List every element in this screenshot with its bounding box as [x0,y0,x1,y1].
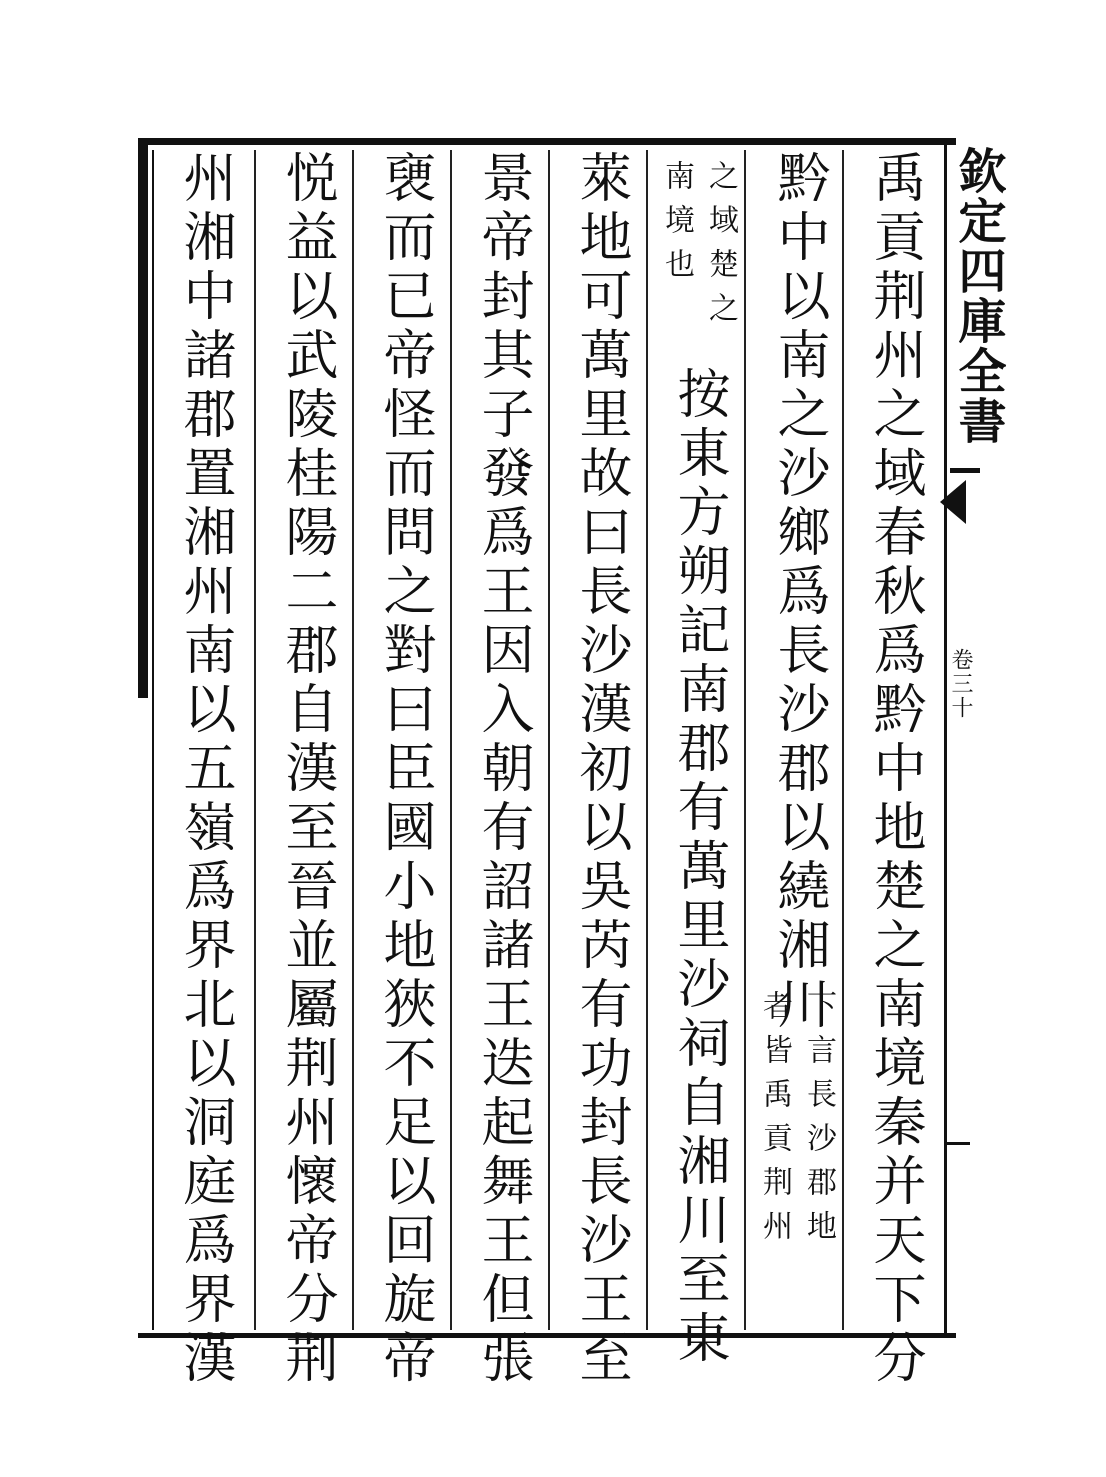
fishtail-icon [940,480,966,524]
column-rule [842,150,844,1330]
note-text: 者皆禹貢荆州 [757,990,792,1254]
note-line [752,990,796,1254]
text-column-2 [756,150,842,1035]
juan-number: 卷三十 [948,648,973,720]
column-rule [548,150,550,1330]
column-text: 按東方朔記南郡有萬里沙祠自湘川至東 [669,366,730,1369]
frame-left-border [138,138,148,698]
column-rule [744,150,746,1330]
note-line [796,990,840,1254]
note-text: 之域楚之 [703,160,738,336]
column-text: 州湘中諸郡置湘州南以五嶺爲界北以洞庭爲界漢 [175,150,236,1389]
book-title: 欽定四庫全書 [950,146,1006,446]
text-column-4 [558,150,644,1389]
column-rule [352,150,354,1330]
text-column-7 [264,150,350,1389]
frame-left-inner-border [152,150,154,1330]
text-column-6 [362,150,448,1389]
text-column-1 [852,150,938,1389]
column-text: 景帝封其子發爲王因入朝有詔諸王迭起舞王但張 [473,150,534,1389]
margin-rule [946,1142,970,1145]
note-text: 下言長沙郡地 [801,990,836,1254]
text-column-3 [656,366,742,1369]
column-text: 悦益以武陵桂陽二郡自漢至晉並屬荆州懷帝分荆 [277,150,338,1389]
column-text: 黔中以南之沙鄉爲長沙郡以繞湘川 [769,150,830,1035]
column-rule [254,150,256,1330]
fishtail-mark [950,468,980,473]
note-line [698,160,742,336]
column-text: 禹貢荆州之域春秋爲黔中地楚之南境秦并天下分 [865,150,926,1389]
note-text: 南境也 [659,160,694,292]
text-column-8 [162,150,248,1389]
frame-right-border [944,138,947,1338]
column-text: 褏而已帝怪而問之對曰臣國小地狹不足以回旋帝 [375,150,436,1389]
column-rule [646,150,648,1330]
text-column-5 [460,150,546,1389]
column-rule [450,150,452,1330]
column-text: 萊地可萬里故曰長沙漢初以吳芮有功封長沙王至 [571,150,632,1389]
note-line [654,160,698,292]
